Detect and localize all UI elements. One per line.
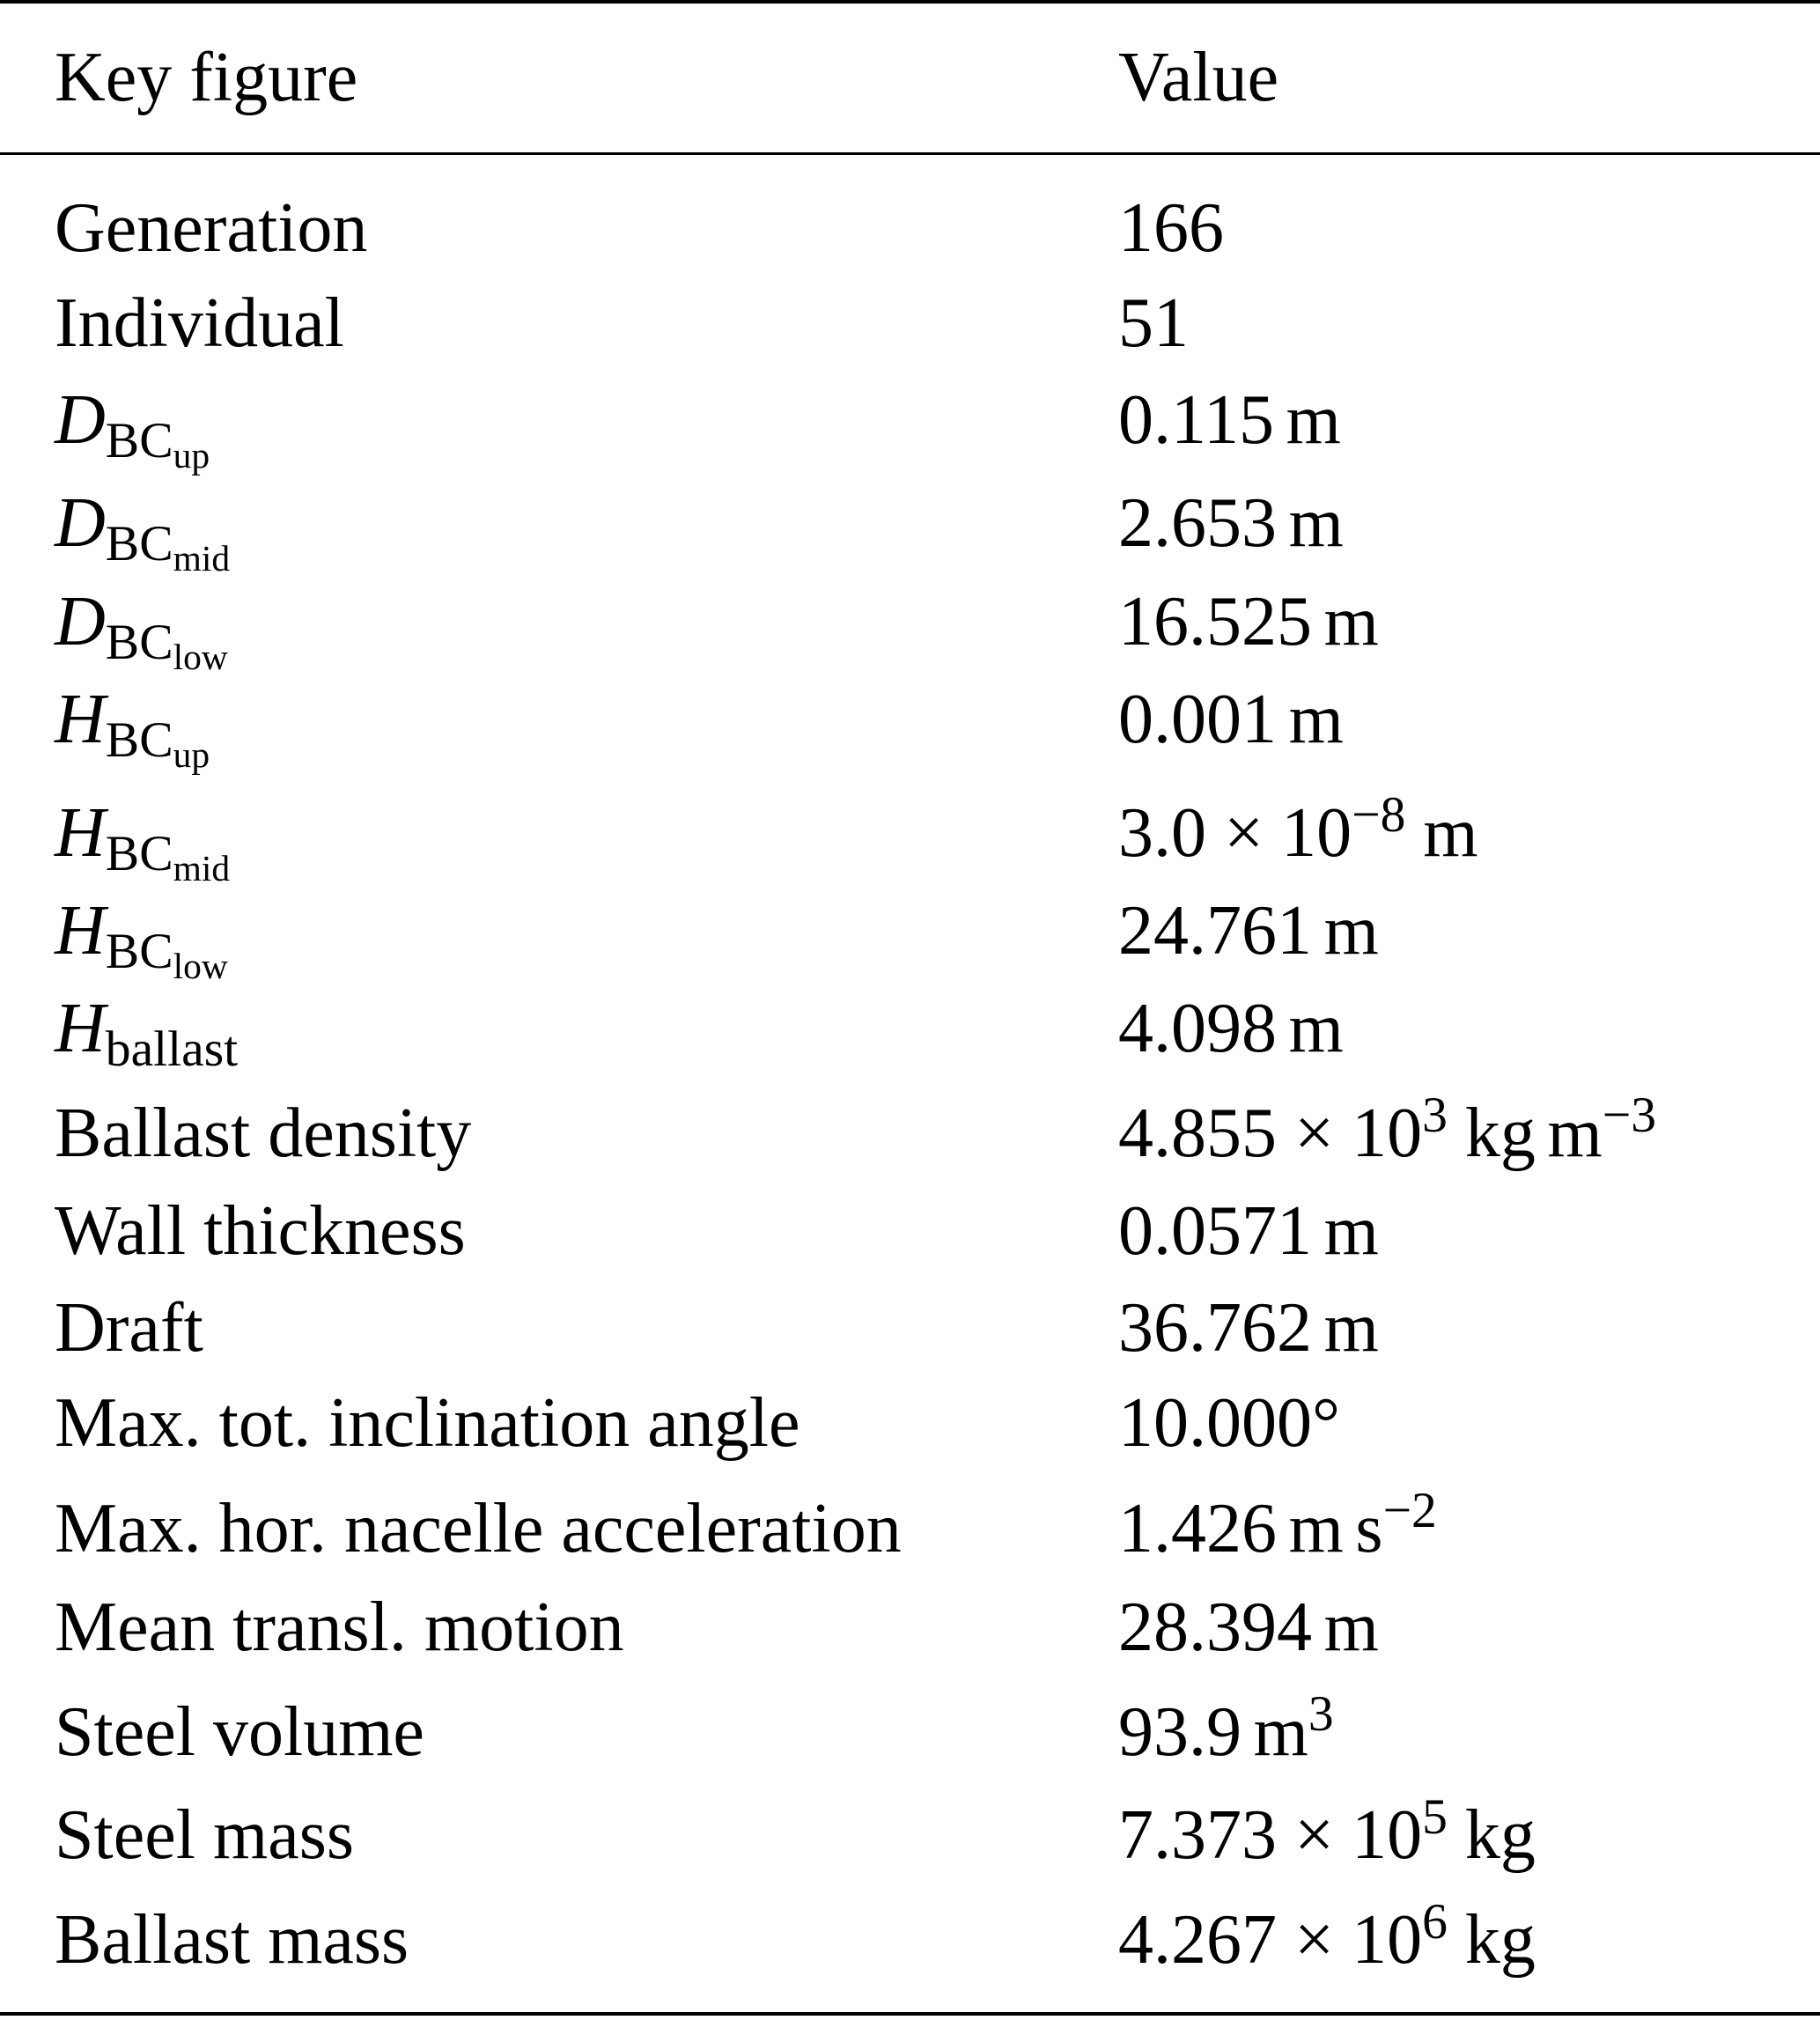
row-value: 166 xyxy=(1118,189,1224,267)
row-label: $H_{BC_{up}}$ xyxy=(55,681,210,775)
row-label: $H_{BC_{mid}}$ xyxy=(55,794,231,888)
row-label: $D_{BC_{up}}$ xyxy=(55,381,210,476)
row-value: $4.267 \times 10^6$ kg xyxy=(1118,1894,1536,1979)
row-value: 51 xyxy=(1118,284,1189,362)
row-label: Ballast mass xyxy=(55,1901,409,1979)
row-label: $H_{ballast}$ xyxy=(55,990,239,1078)
row-value: 28.394 m xyxy=(1118,1589,1379,1666)
row-value: 1.426 m $s^{-2}$ xyxy=(1118,1483,1437,1567)
row-label: Mean transl. motion xyxy=(55,1589,624,1666)
row-value: $7.373 \times 10^5$ kg xyxy=(1118,1789,1536,1874)
row-value: 16.525 m xyxy=(1118,583,1379,660)
row-label: Max. hor. nacelle acceleration xyxy=(55,1490,902,1567)
row-label: Max. tot. inclination angle xyxy=(55,1384,800,1462)
row-value: 0.0571 m xyxy=(1118,1192,1379,1270)
row-label: $D_{BC_{low}}$ xyxy=(55,583,228,677)
row-value: 93.9 $m^3$ xyxy=(1118,1686,1334,1771)
header-rule xyxy=(0,152,1820,155)
row-value: 10.000° xyxy=(1118,1384,1340,1462)
row-label: Ballast density xyxy=(55,1095,472,1172)
row-label: Generation xyxy=(55,189,368,267)
row-label: $D_{BC_{mid}}$ xyxy=(55,484,231,579)
row-label: Steel volume xyxy=(55,1693,424,1771)
row-value: $4.855 \times 10^3$ kg $m^{-3}$ xyxy=(1118,1087,1657,1172)
row-label: Draft xyxy=(55,1289,203,1367)
row-value: 36.762 m xyxy=(1118,1289,1379,1367)
row-label: $H_{BC_{low}}$ xyxy=(55,892,228,986)
row-value: 0.001 m xyxy=(1118,681,1344,758)
row-value: 4.098 m xyxy=(1118,990,1344,1067)
header-key-figure: Key figure xyxy=(55,39,358,116)
row-value: 2.653 m xyxy=(1118,484,1344,562)
row-label: Individual xyxy=(55,284,344,362)
row-value: $3.0 \times 10^{-8}$ m xyxy=(1118,787,1478,872)
bottom-rule xyxy=(0,2012,1820,2016)
top-rule xyxy=(0,0,1820,4)
row-label: Wall thickness xyxy=(55,1192,466,1270)
row-value: 0.115 m xyxy=(1118,381,1341,459)
row-value: 24.761 m xyxy=(1118,892,1379,969)
header-value: Value xyxy=(1118,39,1279,116)
row-label: Steel mass xyxy=(55,1796,354,1874)
